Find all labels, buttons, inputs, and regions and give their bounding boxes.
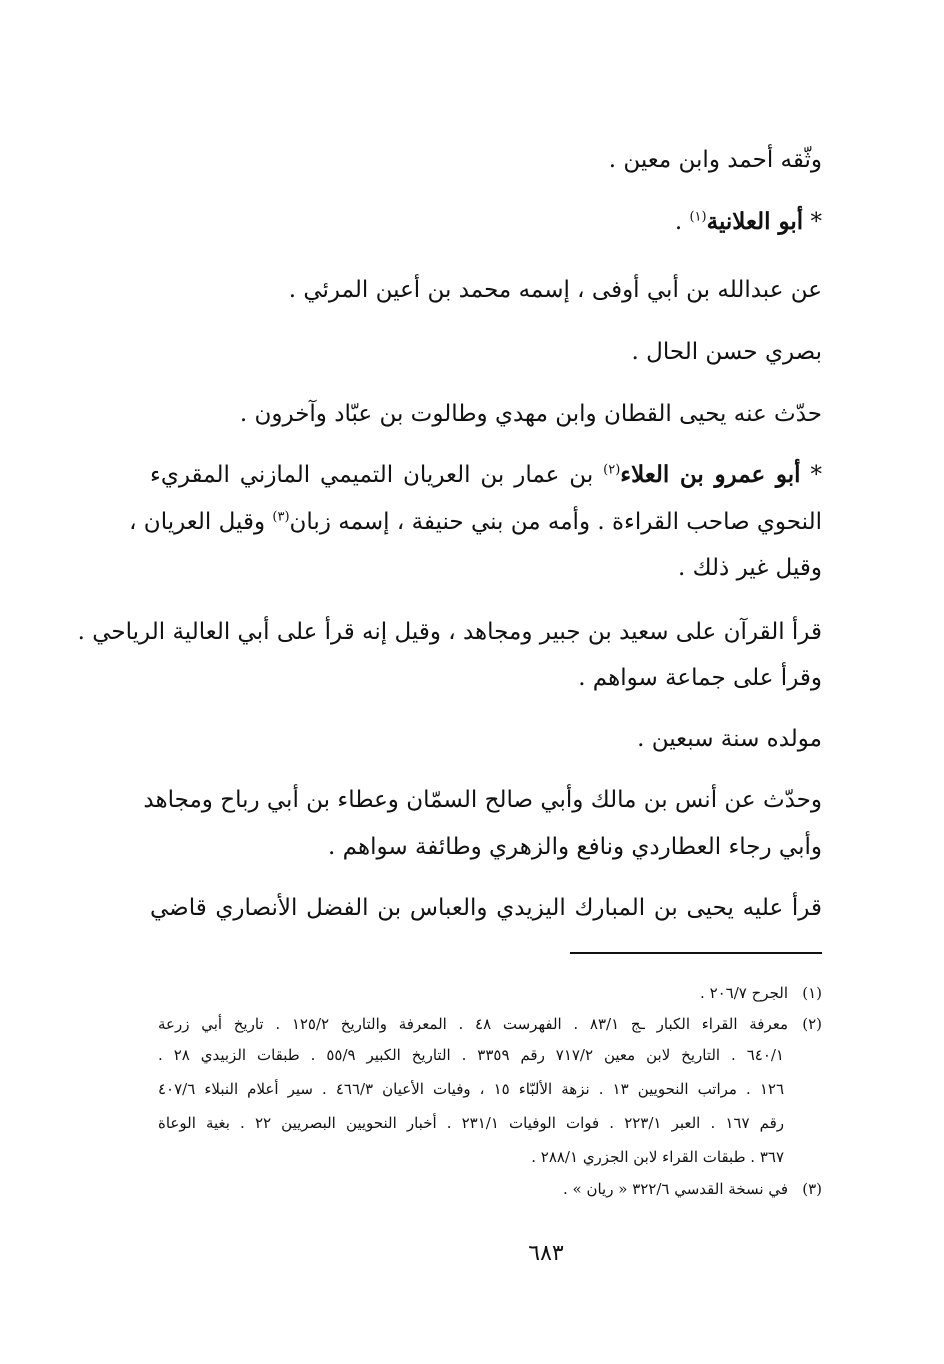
footnote-number: (٢) xyxy=(802,1015,823,1033)
entry-star-marker: * xyxy=(810,462,822,488)
entry-name: أبو عمرو بن العلاء xyxy=(620,461,801,488)
footnote-text: معرفة القراء الكبار ـج ٨٣/١ . الفهرست ٤٨ . المعرفة والتاريخ ١٢٥/٢ . تاريخ أبي زرعة xyxy=(158,1015,789,1033)
footnote-text: في نسخة القدسي ٣٢٢/٦ « ريان » . xyxy=(562,1180,788,1198)
entry-star-marker: * xyxy=(810,209,822,235)
footnote-text: الجرح ٢٠٦/٧ . xyxy=(700,984,788,1002)
document-page xyxy=(77,0,823,1364)
text-segment: النحوي صاحب القراءة . وأمه من بني حنيفة ، إسمه زبان xyxy=(289,509,822,535)
footnote-2-line: ٣٦٧ . طبقات القراء لابن الجزري ٢٨٨/١ . xyxy=(531,1148,784,1166)
text-line: قرأ عليه يحيى بن المبارك اليزيدي والعباس بن الفضل الأنصاري قاضي xyxy=(150,895,822,921)
text-line: قرأ القرآن على سعيد بن جبير ومجاهد ، وقيل إنه قرأ على أبي العالية الرياحي . xyxy=(77,619,822,645)
footnote-1 xyxy=(700,982,822,1004)
entry-name: أبو العلانية xyxy=(706,208,804,235)
text-line: وقرأ على جماعة سواهم . xyxy=(578,665,822,691)
entry-end: . xyxy=(674,209,690,235)
footnote-number: (١) xyxy=(802,984,822,1002)
text-segment: وقيل العريان ، xyxy=(129,509,273,535)
text-line: عن عبدالله بن أبي أوفى ، إسمه محمد بن أعين المرئي . xyxy=(288,277,822,303)
footnote-ref: (١) xyxy=(689,209,707,225)
text-line: مولده سنة سبعين . xyxy=(637,726,822,752)
footnote-ref: (٢) xyxy=(603,462,621,478)
footnote-separator xyxy=(570,952,822,954)
text-line xyxy=(129,507,822,537)
footnote-2-line: ٦٤٠/١ . التاريخ لابن معين ٧١٧/٢ رقم ٣٣٥٩ . التاريخ الكبير ٥٥/٩ . طبقات الزبيدي ٢٨ . xyxy=(158,1046,784,1064)
text-line: وقيل غير ذلك . xyxy=(678,555,822,581)
text-line: وثّقه أحمد وابن معين . xyxy=(608,147,822,173)
text-line: وحدّث عن أنس بن مالك وأبي صالح السمّان وعطاء بن أبي رباح ومجاهد xyxy=(143,787,822,813)
text-line: بصري حسن الحال . xyxy=(631,339,822,365)
footnote-ref: (٣) xyxy=(272,509,290,525)
entry-text: بن عمار بن العريان التميمي المازني المقريء xyxy=(150,462,604,488)
footnote-3 xyxy=(563,1178,822,1200)
footnote-number: (٣) xyxy=(802,1180,822,1198)
entry-heading-abu-al-alaniya xyxy=(675,207,822,237)
page-number: ٦٨٣ xyxy=(528,1241,564,1266)
entry-heading-abu-amr xyxy=(150,460,822,490)
footnote-2 xyxy=(158,1013,822,1035)
footnote-2-line: رقم ١٦٧ . العبر ٢٢٣/١ . فوات الوفيات ٢٣١/١ . أخبار النحويين البصريين ٢٢ . بغية الوعاة xyxy=(158,1114,785,1132)
text-line: وأبي رجاء العطاردي ونافع والزهري وطائفة سواهم . xyxy=(328,834,822,860)
text-line: حدّث عنه يحيى القطان وابن مهدي وطالوت بن عبّاد وآخرون . xyxy=(239,401,822,427)
footnote-2-line: ١٢٦ . مراتب النحويين ١٣ . نزهة الألبّاء ١٥ ، وفيات الأعيان ٤٦٦/٣ . سير أعلام النبلاء ٤٠٧/٦ xyxy=(158,1080,784,1098)
